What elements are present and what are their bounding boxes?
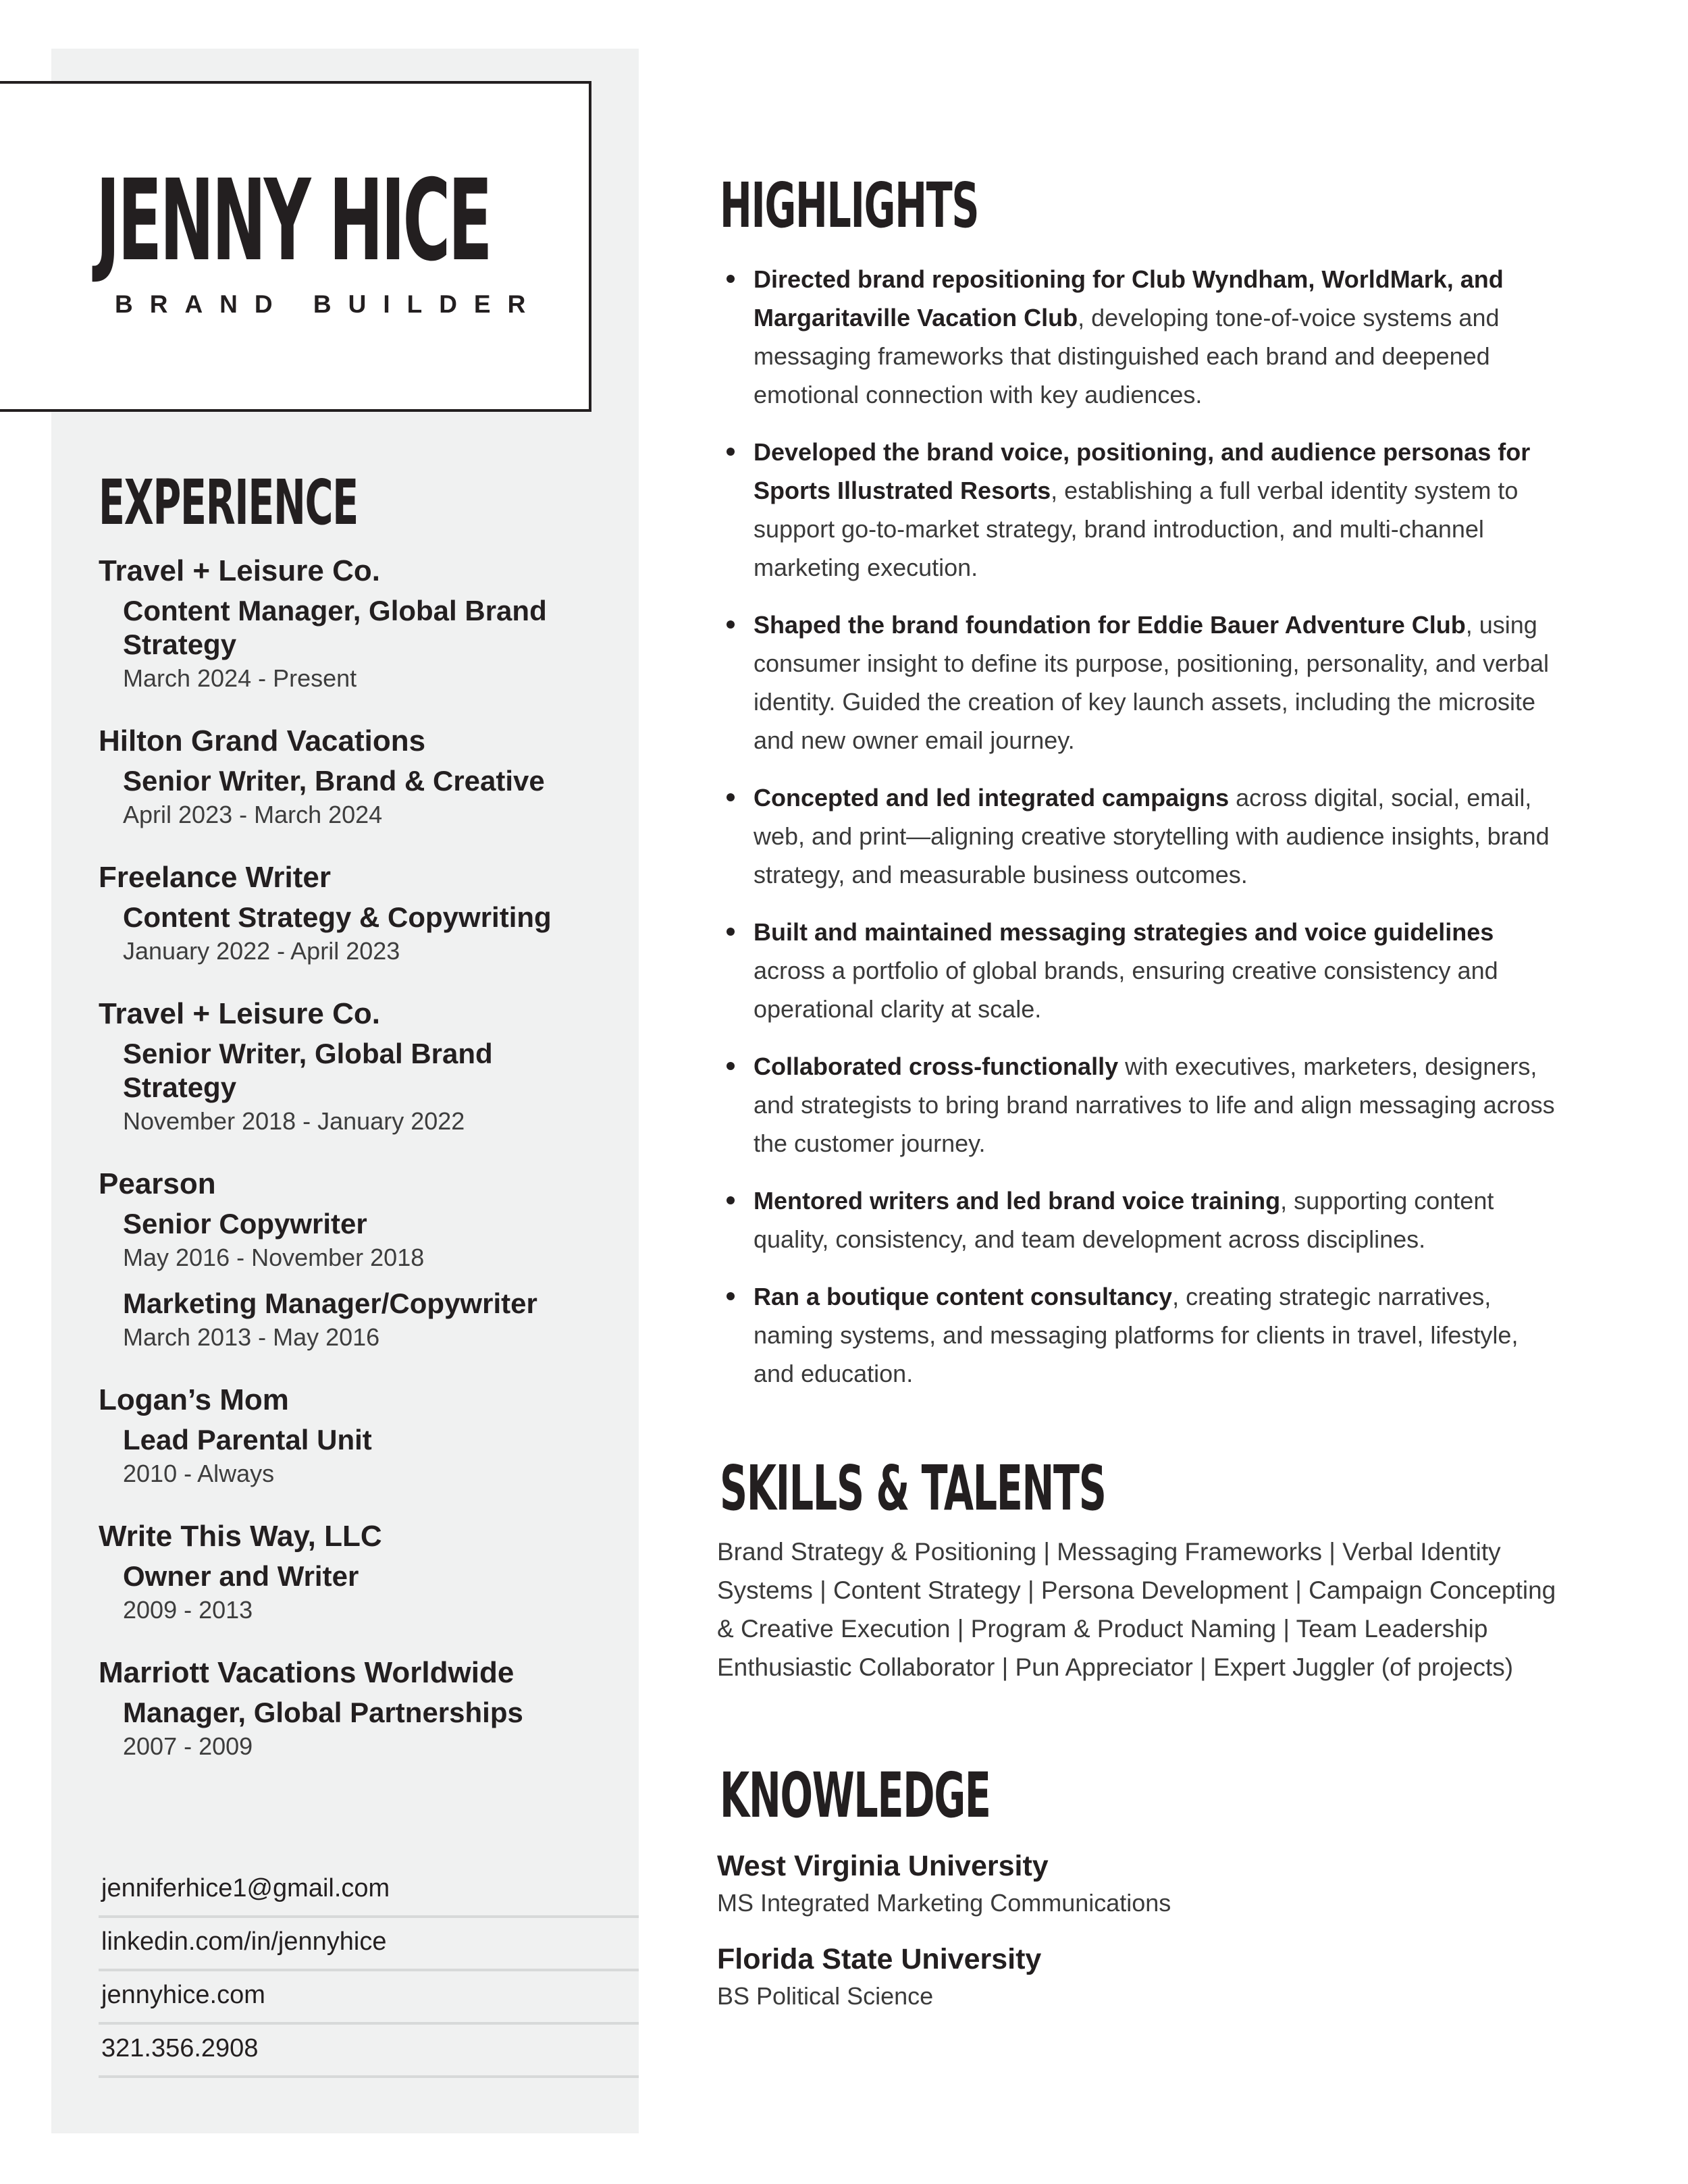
role-dates: January 2022 - April 2023 bbox=[123, 937, 400, 965]
candidate-tagline: BRAND BUILDER bbox=[115, 290, 543, 318]
job-entry bbox=[99, 995, 612, 1138]
highlight-text: across a portfolio of global brands, ensuring creative consistency and operational clarity at scale. bbox=[754, 957, 1498, 1023]
role-dates: November 2018 - January 2022 bbox=[123, 1107, 465, 1135]
job-role bbox=[123, 1037, 612, 1138]
highlight-bold: Concepted and led integrated campaigns bbox=[754, 784, 1230, 811]
phone-number[interactable]: 321.356.2908 bbox=[99, 2025, 639, 2078]
role-dates: 2007 - 2009 bbox=[123, 1732, 253, 1760]
role-title: Manager, Global Partnerships bbox=[123, 1697, 523, 1728]
role-dates: May 2016 - November 2018 bbox=[123, 1244, 425, 1271]
highlight-text: , establishing a full verbal identity system to support go-to-market strategy, brand introduction, and multi-channel marketing execution. bbox=[754, 477, 1519, 581]
job-role bbox=[123, 594, 612, 695]
linkedin-link[interactable]: linkedin.com/in/jennyhice bbox=[99, 1918, 639, 1971]
role-title: Senior Copywriter bbox=[123, 1208, 367, 1240]
job-entry bbox=[99, 859, 612, 968]
job-entry bbox=[99, 1654, 612, 1763]
highlight-bold: Built and maintained messaging strategies and voice guidelines bbox=[754, 918, 1494, 946]
experience-list bbox=[99, 552, 612, 1790]
job-role bbox=[123, 1207, 612, 1275]
highlight-text: with executives, marketers, designers, and strategists to bring brand narratives to life and align messaging across the customer journey. bbox=[754, 1053, 1555, 1157]
role-dates: 2010 - Always bbox=[123, 1460, 275, 1487]
role-title: Content Strategy & Copywriting bbox=[123, 901, 552, 933]
highlight-item bbox=[720, 913, 1564, 1028]
job-entry bbox=[99, 552, 612, 695]
highlight-bold: Collaborated cross-functionally bbox=[754, 1053, 1119, 1080]
highlight-item bbox=[720, 1277, 1564, 1393]
job-role bbox=[123, 1423, 612, 1491]
role-dates: 2009 - 2013 bbox=[123, 1596, 253, 1624]
job-role bbox=[123, 764, 612, 832]
role-title: Marketing Manager/Copywriter bbox=[123, 1287, 537, 1319]
role-dates: April 2023 - March 2024 bbox=[123, 801, 383, 828]
contact-list bbox=[99, 1865, 639, 2078]
education-list bbox=[717, 1846, 1527, 2033]
degree-name: MS Integrated Marketing Communications bbox=[717, 1889, 1171, 1917]
highlights-heading: HIGHLIGHTS bbox=[720, 169, 979, 242]
experience-heading: EXPERIENCE bbox=[99, 467, 358, 539]
highlight-bold: Shaped the brand foundation for Eddie Bauer Adventure Club bbox=[754, 611, 1466, 639]
job-role bbox=[123, 1287, 612, 1354]
highlight-bold: Developed the brand voice, positioning, and audience personas for Sports Illustrated Resorts bbox=[754, 438, 1531, 504]
highlight-bold: Directed brand repositioning for Club Wyndham, WorldMark, and Margaritaville Vacation Club bbox=[754, 265, 1504, 331]
highlight-item bbox=[720, 606, 1564, 760]
candidate-name: JENNY HICE bbox=[96, 156, 491, 286]
highlight-text: , using consumer insight to define its purpose, positioning, personality, and verbal identity. Guided the creation of key launch assets, including the microsite and new owner email journey. bbox=[754, 611, 1550, 754]
role-title: Content Manager, Global Brand Strategy bbox=[123, 595, 547, 660]
skills-text: Brand Strategy & Positioning | Messaging Frameworks | Verbal Identity Systems | Content Strategy | Persona Development | Campaign Concepting & Creative Execution | Program & Product Naming | Team Leadership Enthusiastic Collaborator | Pun Appreciator | Expert Juggler (of projects) bbox=[717, 1538, 1556, 1681]
school-name: Florida State University bbox=[717, 1943, 1042, 1975]
job-company: Freelance Writer bbox=[99, 861, 332, 894]
email-link[interactable]: jenniferhice1@gmail.com bbox=[99, 1865, 639, 1918]
role-dates: March 2013 - May 2016 bbox=[123, 1323, 380, 1351]
highlights-list bbox=[720, 260, 1564, 1412]
job-company: Pearson bbox=[99, 1167, 216, 1200]
role-dates: March 2024 - Present bbox=[123, 664, 357, 692]
job-role bbox=[123, 1560, 612, 1627]
highlight-text: , supporting content quality, consistency, and team development across disciplines. bbox=[754, 1187, 1494, 1253]
highlight-item bbox=[720, 260, 1564, 414]
job-company: Logan’s Mom bbox=[99, 1383, 289, 1416]
job-company: Marriott Vacations Worldwide bbox=[99, 1656, 515, 1689]
school-name: West Virginia University bbox=[717, 1850, 1049, 1882]
job-entry bbox=[99, 722, 612, 832]
highlight-item bbox=[720, 778, 1564, 894]
highlight-item bbox=[720, 1181, 1564, 1258]
job-entry bbox=[99, 1518, 612, 1627]
highlight-bold: Mentored writers and led brand voice training bbox=[754, 1187, 1281, 1215]
role-title: Lead Parental Unit bbox=[123, 1424, 372, 1456]
highlight-bold: Ran a boutique content consultancy bbox=[754, 1283, 1173, 1310]
job-entry bbox=[99, 1165, 612, 1354]
highlight-text: , creating strategic narratives, naming systems, and messaging platforms for clients in travel, lifestyle, and education. bbox=[754, 1283, 1519, 1387]
role-title: Senior Writer, Global Brand Strategy bbox=[123, 1038, 493, 1103]
website-link[interactable]: jennyhice.com bbox=[99, 1971, 639, 2025]
role-title: Owner and Writer bbox=[123, 1560, 359, 1592]
job-role bbox=[123, 901, 612, 968]
degree-name: BS Political Science bbox=[717, 1982, 934, 2010]
highlight-text: , developing tone-of-voice systems and messaging frameworks that distinguished each brand and deepened emotional connection with key audiences. bbox=[754, 304, 1500, 408]
job-company: Hilton Grand Vacations bbox=[99, 724, 426, 757]
job-role bbox=[123, 1696, 612, 1763]
job-entry bbox=[99, 1381, 612, 1491]
job-company: Write This Way, LLC bbox=[99, 1520, 382, 1553]
job-company: Travel + Leisure Co. bbox=[99, 997, 380, 1030]
highlight-item bbox=[720, 433, 1564, 587]
highlight-item bbox=[720, 1047, 1564, 1163]
job-company: Travel + Leisure Co. bbox=[99, 554, 380, 587]
role-title: Senior Writer, Brand & Creative bbox=[123, 765, 545, 797]
highlight-text: across digital, social, email, web, and print—aligning creative storytelling with audience insights, brand strategy, and measurable business outcomes. bbox=[754, 784, 1550, 888]
knowledge-heading: KNOWLEDGE bbox=[720, 1759, 991, 1832]
skills-heading: SKILLS & TALENTS bbox=[720, 1452, 1106, 1524]
